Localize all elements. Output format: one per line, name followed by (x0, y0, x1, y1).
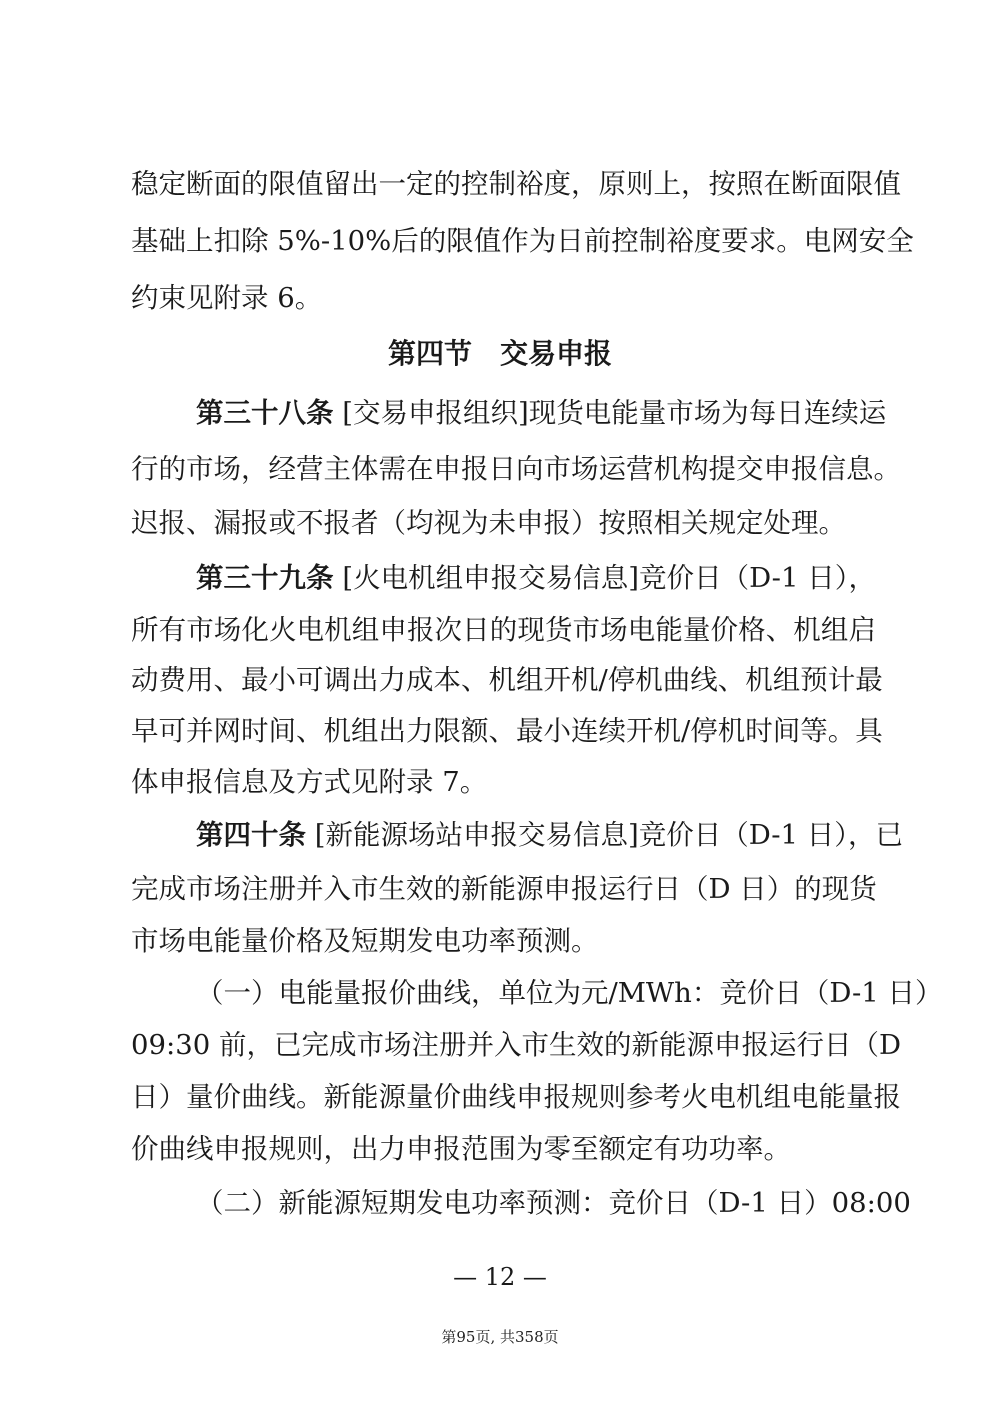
article-40-line (196, 818, 904, 852)
item-1-line: 日）量价曲线。新能源量价曲线申报规则参考火电机组电能量报 (131, 1081, 901, 1113)
article-39-line (196, 561, 876, 595)
article-39-line: 所有市场化火电机组申报次日的现货市场电能量价格、机组启 (131, 614, 876, 646)
article-40-text: [新能源场站申报交易信息]竞价日（D-1 日），已 (306, 819, 904, 851)
item-1-line: 价曲线申报规则，出力申报范围为零至额定有功功率。 (131, 1133, 791, 1165)
article-38-line: 迟报、漏报或不报者（均视为未申报）按照相关规定处理。 (131, 507, 846, 539)
section-title: 第四节 交易申报 (387, 337, 612, 370)
article-39-line: 早可并网时间、机组出力限额、最小连续开机/停机时间等。具 (131, 715, 883, 747)
article-40-line: 完成市场注册并入市生效的新能源申报运行日（D 日）的现货 (131, 873, 877, 905)
article-38-line: 行的市场，经营主体需在申报日向市场运营机构提交申报信息。 (131, 453, 901, 485)
article-39-line: 动费用、最小可调出力成本、机组开机/停机曲线、机组预计最 (131, 664, 883, 696)
article-38-heading: 第三十八条 (196, 397, 334, 429)
body-line: 稳定断面的限值留出一定的控制裕度，原则上，按照在断面限值 (131, 168, 901, 200)
item-2-line: （二）新能源短期发电功率预测：竞价日（D-1 日）08:00 (196, 1187, 911, 1219)
article-39-text: [火电机组申报交易信息]竞价日（D-1 日）， (333, 562, 876, 594)
article-40-heading: 第四十条 (196, 819, 306, 851)
body-line: 基础上扣除 5%-10%后的限值作为日前控制裕度要求。电网安全 (131, 225, 914, 257)
article-39-heading: 第三十九条 (196, 562, 334, 594)
article-39-line: 体申报信息及方式见附录 7。 (131, 766, 488, 798)
item-1-line: （一）电能量报价曲线，单位为元/MWh：竞价日（D-1 日） (196, 977, 943, 1009)
page-footer: 第95页, 共358页 (441, 1328, 559, 1346)
article-38-text: [交易申报组织]现货电能量市场为每日连续运 (333, 397, 887, 429)
page-number: — 12 — (453, 1263, 547, 1291)
body-line: 约束见附录 6。 (131, 282, 323, 314)
item-1-line: 09:30 前，已完成市场注册并入市生效的新能源申报运行日（D (131, 1029, 902, 1061)
article-38-line (196, 396, 887, 430)
article-40-line: 市场电能量价格及短期发电功率预测。 (131, 925, 599, 957)
